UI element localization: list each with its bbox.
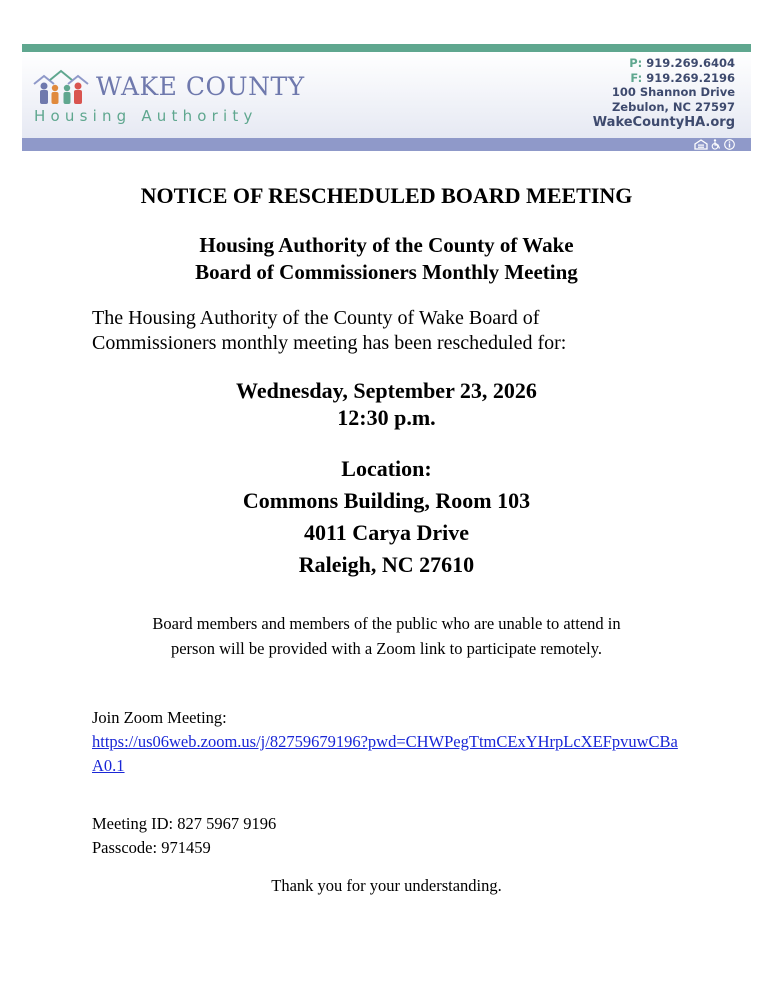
closing-thanks: Thank you for your understanding. <box>271 876 502 895</box>
location-line-2: 4011 Carya Drive <box>304 520 469 545</box>
fax-label: F: <box>630 70 643 85</box>
address-line-1: 100 Shannon Drive <box>611 85 735 99</box>
meeting-credentials <box>92 812 276 860</box>
fax-line <box>593 71 735 86</box>
location-line-3: Raleigh, NC 27610 <box>298 552 475 577</box>
zoom-section <box>92 706 712 778</box>
intro-line-2: Commissioners monthly meeting has been rescheduled for: <box>92 332 567 354</box>
housing-authority-logo-icon <box>32 68 90 106</box>
intro-paragraph <box>92 306 712 356</box>
meeting-id: Meeting ID: 827 5967 9196 <box>92 814 277 833</box>
location-line-1: Commons Building, Room 103 <box>242 488 531 513</box>
fax-number: 919.269.2196 <box>646 70 735 85</box>
meeting-date: Wednesday, September 23, 2026 <box>236 378 537 403</box>
phone-line <box>593 56 735 71</box>
meeting-passcode: Passcode: 971459 <box>92 838 211 857</box>
letterhead-bottom-bar <box>22 138 751 151</box>
subtitle-line-2: Board of Commissioners Monthly Meeting <box>195 260 578 284</box>
address-line-2: Zebulon, NC 27597 <box>611 99 735 114</box>
remote-line-1: Board members and members of the public who are unable to attend in <box>152 614 621 633</box>
accessibility-icon <box>710 139 722 150</box>
meeting-time: 12:30 p.m. <box>337 405 436 430</box>
logo-wordmark: WAKE COUNTY <box>96 72 305 101</box>
meeting-location <box>0 453 773 581</box>
zoom-meeting-link[interactable]: https://us06web.zoom.us/j/82759679196?pwd=CHWPegTtmCExYHrpLcXEFpvuwCBaA0.1 <box>92 732 678 775</box>
equal-housing-icon <box>694 139 708 150</box>
notice-title: NOTICE OF RESCHEDULED BOARD MEETING <box>140 183 633 208</box>
location-label: Location: <box>341 456 432 481</box>
remote-participation-note <box>0 611 773 661</box>
accessibility-icons <box>694 138 735 151</box>
zoom-label: Join Zoom Meeting: <box>92 708 227 727</box>
remote-line-2: person will be provided with a Zoom link to participate remotely. <box>170 639 603 658</box>
notice-subtitle <box>0 232 773 286</box>
letterhead-top-bar <box>22 44 751 52</box>
info-icon <box>724 139 735 150</box>
phone-label: P: <box>629 56 643 70</box>
subtitle-line-1: Housing Authority of the County of Wake <box>199 233 574 257</box>
meeting-datetime <box>0 377 773 431</box>
intro-line-1: The Housing Authority of the County of Wake Board of <box>92 307 540 329</box>
phone-number: 919.269.6404 <box>646 56 735 70</box>
logo-subtitle: Housing Authority <box>34 107 258 125</box>
website-link[interactable]: WakeCountyHA.org <box>592 115 735 130</box>
contact-block <box>593 56 735 131</box>
